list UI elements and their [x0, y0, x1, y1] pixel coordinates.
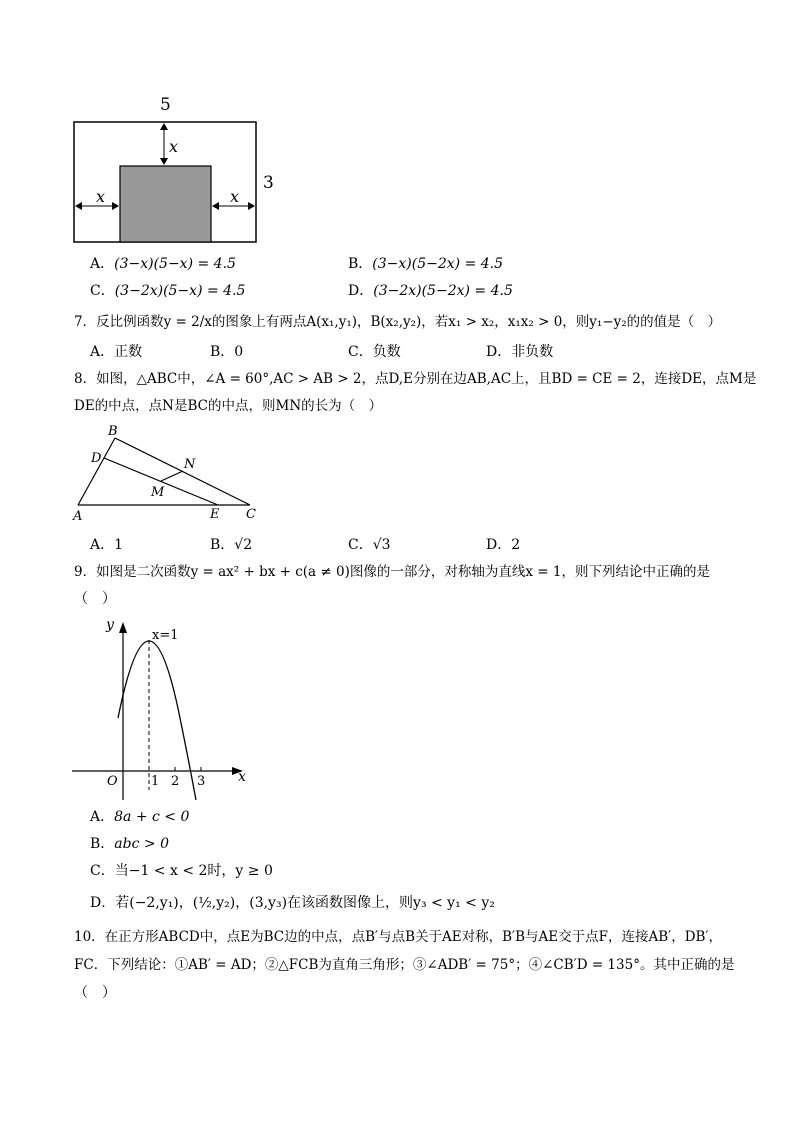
label-width: 5: [160, 95, 171, 115]
tick-label-2: 2: [171, 774, 180, 789]
q8-figure: [72, 424, 256, 524]
q7-option-b: B．0: [210, 344, 244, 360]
label-C: C: [246, 507, 256, 522]
q7-option-c: C．负数: [348, 344, 401, 360]
q9-figure: [72, 617, 246, 800]
q6-option-a: A．(3−x)(5−x) = 4.5: [90, 256, 236, 272]
q6-option-d: D．(3−2x)(5−2x) = 4.5: [348, 283, 513, 299]
q7-option-d: D．非负数: [486, 344, 554, 360]
q9-option-d: D．若(−2,y₁)，(½,y₂)，(3,y₃)在该函数图像上，则y₃ < y₁ < y₂: [90, 895, 495, 911]
segment-MN: [161, 471, 183, 481]
label-A: A: [73, 509, 83, 524]
label-x-right: x: [230, 187, 240, 206]
q10-stem-line2: FC．下列结论：①AB′ = AD；②△FCB为直角三角形；③∠ADB′ = 75°；④∠CB′D = 135°。其中正确的是: [74, 957, 735, 973]
label-y: y: [106, 617, 114, 633]
q9-option-c: C．当−1 < x < 2时，y ≥ 0: [90, 863, 273, 879]
label-M: M: [151, 485, 165, 500]
tick-label-3: 3: [197, 774, 206, 789]
q6-option-c: C．(3−2x)(5−x) = 4.5: [90, 283, 246, 299]
shaded-square: [120, 166, 211, 242]
q7-option-a: A．正数: [90, 344, 143, 360]
label-D: D: [91, 451, 102, 466]
label-x-top: x: [169, 137, 179, 156]
label-origin: O: [107, 774, 118, 789]
label-x: x: [238, 769, 246, 785]
label-axis-eq: x=1: [152, 628, 179, 643]
q8-stem-line1: 8．如图，△ABC中，∠A = 60°,AC > AB > 2，点D,E分别在边AB,AC上，且BD = CE = 2，连接DE，点M是: [74, 371, 757, 387]
q8-option-c: C．√3: [348, 537, 391, 553]
q9-option-a: A．8a + c < 0: [90, 809, 190, 825]
side-AB: [78, 438, 115, 505]
q9-stem-line2: （ ）: [74, 591, 116, 607]
label-height: 3: [263, 173, 274, 193]
label-E: E: [210, 507, 220, 522]
q8-stem-line2: DE的中点，点N是BC的中点，则MN的长为（ ）: [74, 398, 383, 414]
label-x-left: x: [96, 187, 106, 206]
q9-stem-line1: 9．如图是二次函数y = ax² + bx + c(a ≠ 0)图像的一部分，对称轴为直线x = 1，则下列结论中正确的是: [74, 564, 710, 580]
q8-option-a: A．1: [90, 537, 124, 553]
q9-option-b: B．abc > 0: [90, 836, 169, 852]
q6-option-b: B．(3−x)(5−2x) = 4.5: [348, 256, 504, 272]
tick-label-1: 1: [151, 774, 160, 789]
y-axis-arrow: [119, 622, 127, 633]
q8-option-b: B．√2: [210, 537, 253, 553]
q10-stem-line1: 10．在正方形ABCD中，点E为BC边的中点，点B′与点B关于AE对称，B′B与AE交于点F，连接AB′，DB′，: [74, 929, 723, 945]
q10-stem-line3: （ ）: [74, 985, 116, 1001]
q8-option-d: D．2: [486, 537, 521, 553]
label-B: B: [108, 424, 118, 439]
q7-stem: 7．反比例函数y = 2/x的图象上有两点A(x₁,y₁)，B(x₂,y₂)，若x₁ > x₂，x₁x₂ > 0，则y₁−y₂的的值是（ ）: [74, 314, 722, 330]
label-N: N: [184, 457, 196, 472]
